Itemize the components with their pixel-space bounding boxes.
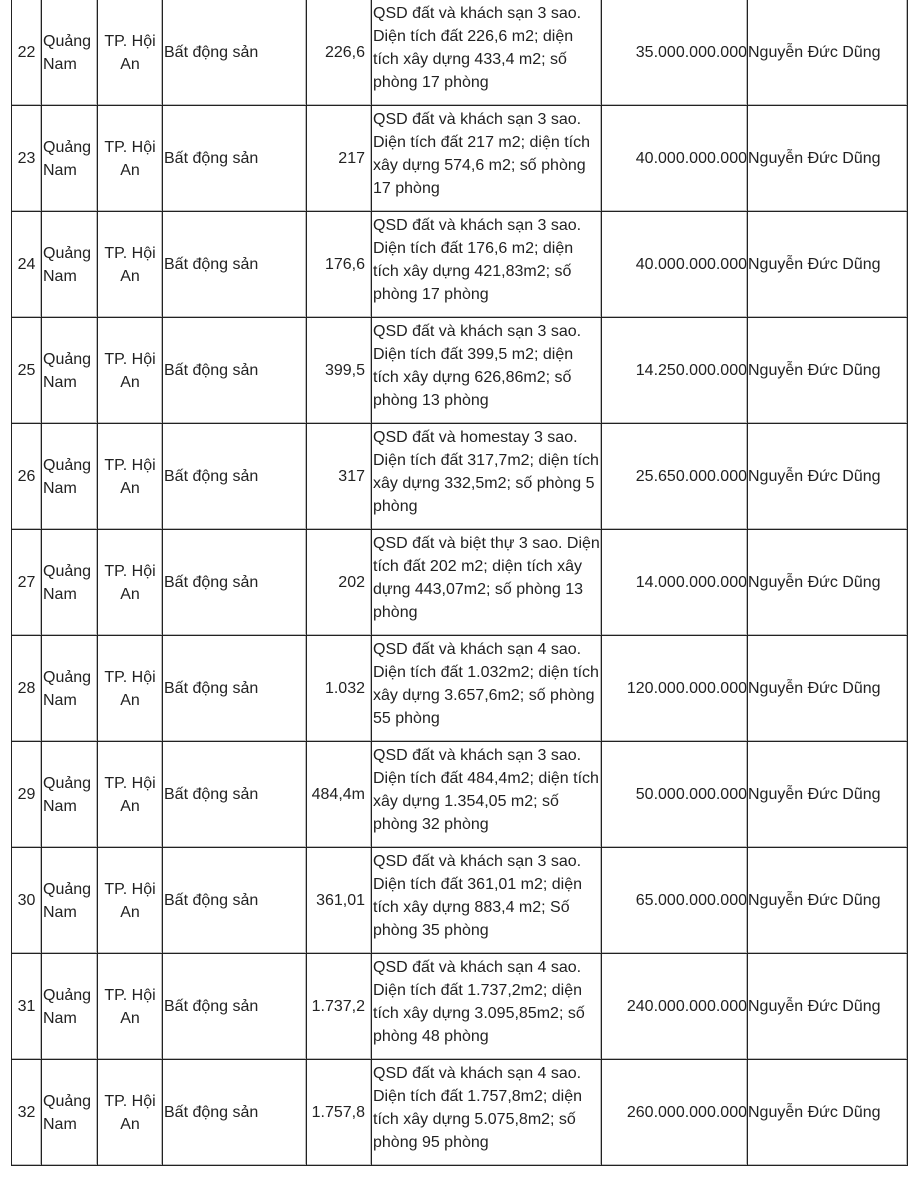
cell-chu-so-huu: Nguyễn Đức Dũng [748,530,908,636]
cell-mo-ta: QSD đất và khách sạn 4 sao. Diện tích đất 1.737,2m2; diện tích xây dựng 3.095,85m2; số phòng 48 phòng [372,954,602,1060]
cell-dien-tich: 1.737,2 [307,954,372,1060]
cell-gia: 240.000.000.000 [602,954,748,1060]
cell-huyen: TP. Hội An [98,212,163,318]
cell-loai: Bất động sản [163,1060,307,1166]
cell-tinh: Quảng Nam [42,318,98,424]
cell-dien-tich: 1.032 [307,636,372,742]
cell-huyen: TP. Hội An [98,318,163,424]
cell-dien-tich: 176,6 [307,212,372,318]
cell-tinh: Quảng Nam [42,954,98,1060]
cell-loai: Bất động sản [163,212,307,318]
table-row [12,954,908,1060]
cell-gia: 40.000.000.000 [602,212,748,318]
cell-loai: Bất động sản [163,848,307,954]
cell-stt: 29 [12,742,42,848]
cell-stt: 30 [12,848,42,954]
table-body [12,0,908,1166]
property-table [11,0,908,1166]
cell-dien-tich: 217 [307,106,372,212]
cell-loai: Bất động sản [163,636,307,742]
cell-tinh: Quảng Nam [42,848,98,954]
cell-huyen: TP. Hội An [98,0,163,106]
cell-dien-tich: 399,5 [307,318,372,424]
cell-huyen: TP. Hội An [98,1060,163,1166]
cell-gia: 120.000.000.000 [602,636,748,742]
cell-chu-so-huu: Nguyễn Đức Dũng [748,954,908,1060]
cell-mo-ta: QSD đất và biệt thự 3 sao. Diện tích đất 202 m2; diện tích xây dựng 443,07m2; số phòng 13 phòng [372,530,602,636]
cell-dien-tich: 317 [307,424,372,530]
table-row [12,848,908,954]
cell-tinh: Quảng Nam [42,0,98,106]
cell-huyen: TP. Hội An [98,424,163,530]
cell-huyen: TP. Hội An [98,530,163,636]
cell-tinh: Quảng Nam [42,424,98,530]
cell-chu-so-huu: Nguyễn Đức Dũng [748,318,908,424]
table-row [12,636,908,742]
cell-huyen: TP. Hội An [98,106,163,212]
cell-gia: 260.000.000.000 [602,1060,748,1166]
table-row [12,318,908,424]
cell-stt: 31 [12,954,42,1060]
cell-chu-so-huu: Nguyễn Đức Dũng [748,636,908,742]
cell-mo-ta: QSD đất và homestay 3 sao. Diện tích đất 317,7m2; diện tích xây dựng 332,5m2; số phòng 5 phòng [372,424,602,530]
cell-mo-ta: QSD đất và khách sạn 3 sao. Diện tích đất 399,5 m2; diện tích xây dựng 626,86m2; số phòng 13 phòng [372,318,602,424]
cell-chu-so-huu: Nguyễn Đức Dũng [748,0,908,106]
cell-stt: 28 [12,636,42,742]
cell-chu-so-huu: Nguyễn Đức Dũng [748,106,908,212]
cell-stt: 23 [12,106,42,212]
cell-tinh: Quảng Nam [42,742,98,848]
cell-dien-tich: 226,6 [307,0,372,106]
cell-stt: 22 [12,0,42,106]
cell-loai: Bất động sản [163,318,307,424]
cell-mo-ta: QSD đất và khách sạn 3 sao. Diện tích đất 484,4m2; diện tích xây dựng 1.354,05 m2; số phòng 32 phòng [372,742,602,848]
table-container [11,0,908,1166]
cell-loai: Bất động sản [163,954,307,1060]
cell-huyen: TP. Hội An [98,848,163,954]
cell-chu-so-huu: Nguyễn Đức Dũng [748,424,908,530]
cell-chu-so-huu: Nguyễn Đức Dũng [748,1060,908,1166]
table-row [12,1060,908,1166]
cell-tinh: Quảng Nam [42,106,98,212]
cell-stt: 32 [12,1060,42,1166]
cell-huyen: TP. Hội An [98,636,163,742]
cell-chu-so-huu: Nguyễn Đức Dũng [748,848,908,954]
cell-tinh: Quảng Nam [42,530,98,636]
cell-gia: 14.000.000.000 [602,530,748,636]
cell-dien-tich: 484,4m [307,742,372,848]
cell-gia: 50.000.000.000 [602,742,748,848]
cell-chu-so-huu: Nguyễn Đức Dũng [748,212,908,318]
cell-mo-ta: QSD đất và khách sạn 4 sao. Diện tích đất 1.032m2; diện tích xây dựng 3.657,6m2; số phòng 55 phòng [372,636,602,742]
table-row [12,742,908,848]
cell-gia: 40.000.000.000 [602,106,748,212]
cell-loai: Bất động sản [163,424,307,530]
table-row [12,424,908,530]
cell-huyen: TP. Hội An [98,954,163,1060]
cell-loai: Bất động sản [163,0,307,106]
cell-tinh: Quảng Nam [42,212,98,318]
cell-gia: 65.000.000.000 [602,848,748,954]
cell-dien-tich: 202 [307,530,372,636]
cell-stt: 26 [12,424,42,530]
cell-stt: 25 [12,318,42,424]
cell-huyen: TP. Hội An [98,742,163,848]
cell-loai: Bất động sản [163,530,307,636]
cell-chu-so-huu: Nguyễn Đức Dũng [748,742,908,848]
cell-dien-tich: 1.757,8 [307,1060,372,1166]
cell-stt: 24 [12,212,42,318]
cell-tinh: Quảng Nam [42,636,98,742]
cell-mo-ta: QSD đất và khách sạn 3 sao. Diện tích đất 226,6 m2; diện tích xây dựng 433,4 m2; số phòng 17 phòng [372,0,602,106]
cell-gia: 35.000.000.000 [602,0,748,106]
cell-gia: 14.250.000.000 [602,318,748,424]
cell-mo-ta: QSD đất và khách sạn 3 sao. Diện tích đất 176,6 m2; diện tích xây dựng 421,83m2; số phòng 17 phòng [372,212,602,318]
cell-gia: 25.650.000.000 [602,424,748,530]
cell-mo-ta: QSD đất và khách sạn 3 sao. Diện tích đất 361,01 m2; diện tích xây dựng 883,4 m2; Số phòng 35 phòng [372,848,602,954]
cell-dien-tich: 361,01 [307,848,372,954]
table-row [12,106,908,212]
cell-mo-ta: QSD đất và khách sạn 3 sao. Diện tích đất 217 m2; diện tích xây dựng 574,6 m2; số phòng 17 phòng [372,106,602,212]
cell-stt: 27 [12,530,42,636]
cell-loai: Bất động sản [163,742,307,848]
cell-mo-ta: QSD đất và khách sạn 4 sao. Diện tích đất 1.757,8m2; diện tích xây dựng 5.075,8m2; số phòng 95 phòng [372,1060,602,1166]
cell-loai: Bất động sản [163,106,307,212]
table-row [12,0,908,106]
table-row [12,212,908,318]
table-row [12,530,908,636]
cell-tinh: Quảng Nam [42,1060,98,1166]
